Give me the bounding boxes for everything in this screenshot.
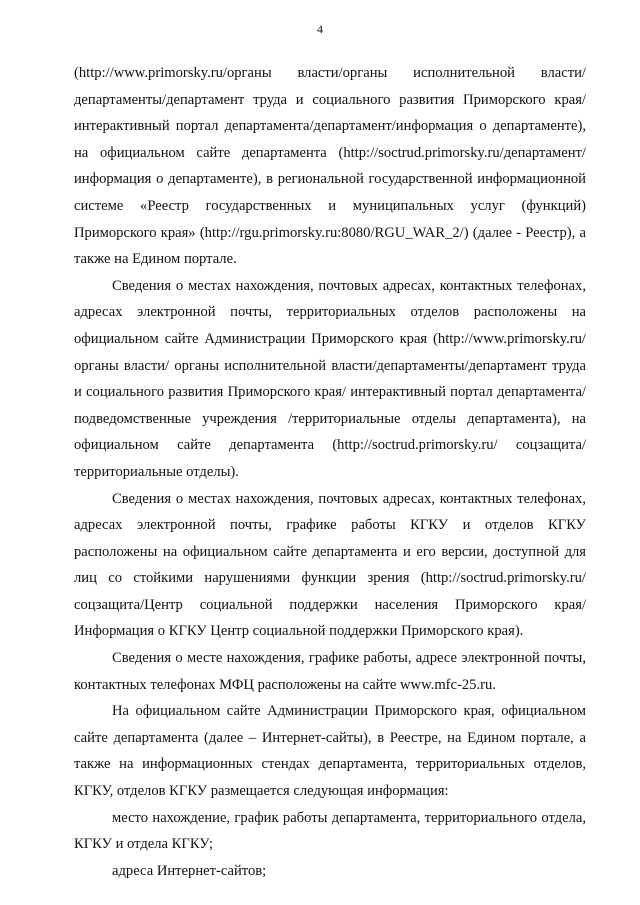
- list-item-location-schedule: место нахождение, график работы департамента, территориального отдела, КГКУ и отдела КГКУ;: [74, 809, 586, 853]
- paragraph-published-info-intro: На официальном сайте Администрации Приморского края, официальном сайте департамента (далее – Интернет-сайты), в Реестре, на Едином портале, а также на информационных стендах департамента, территориальных отделов, КГКУ, отделов КГКУ размещается следующая информация:: [74, 703, 586, 800]
- paragraph-mfc-info: Сведения о месте нахождения, графике работы, адресе электронной почты, контактных телефонах МФЦ расположены на сайте www.mfc-25.ru.: [74, 650, 586, 693]
- paragraph-kgku-info: Сведения о местах нахождения, почтовых адресах, контактных телефонах, адресах электронной почты, графике работы КГКУ и отделов КГКУ расположены на официальном сайте департамента и его версии, доступной для лиц со стойкими нарушениями функции зрения (http://soctrud.primorsky.ru/ соцзащита/Центр социальной поддержки населения Приморского края/Информация о КГКУ Центр социальной поддержки Приморского края).: [74, 490, 586, 640]
- paragraph-territorial-offices: Сведения о местах нахождения, почтовых адресах, контактных телефонах, адресах электронной почты, территориальных отделов расположены на официальном сайте Администрации Приморского края (http://www.primorsky.ru/ органы власти/ органы исполнительной власти/департаменты/департамент труда и социального развития Приморского края/ интерактивный портал департамента/ подведомственные учреждения /территориальные отделы департамента), на официальном сайте департамента (http://soctrud.primorsky.ru/ соцзащита/территориальные отделы).: [74, 277, 586, 480]
- page-number: 4: [317, 22, 323, 36]
- paragraph-address-links: (http://www.primorsky.ru/органы власти/органы исполнительной власти/департаменты/департамент труда и социального развития Приморского края/интерактивный портал департамента/департамент/информация о департаменте), на официальном сайте департамента (http://soctrud.primorsky.ru/департамент/информация о департаменте), в региональной государственной информационной системе «Реестр государственных и муниципальных услуг (функций) Приморского края» (http://rgu.primorsky.ru:8080/RGU_WAR_2/) (далее - Реестр), а также на Едином портале.: [74, 65, 586, 268]
- document-body: [74, 60, 586, 884]
- list-item-website-addresses: адреса Интернет-сайтов;: [112, 862, 267, 879]
